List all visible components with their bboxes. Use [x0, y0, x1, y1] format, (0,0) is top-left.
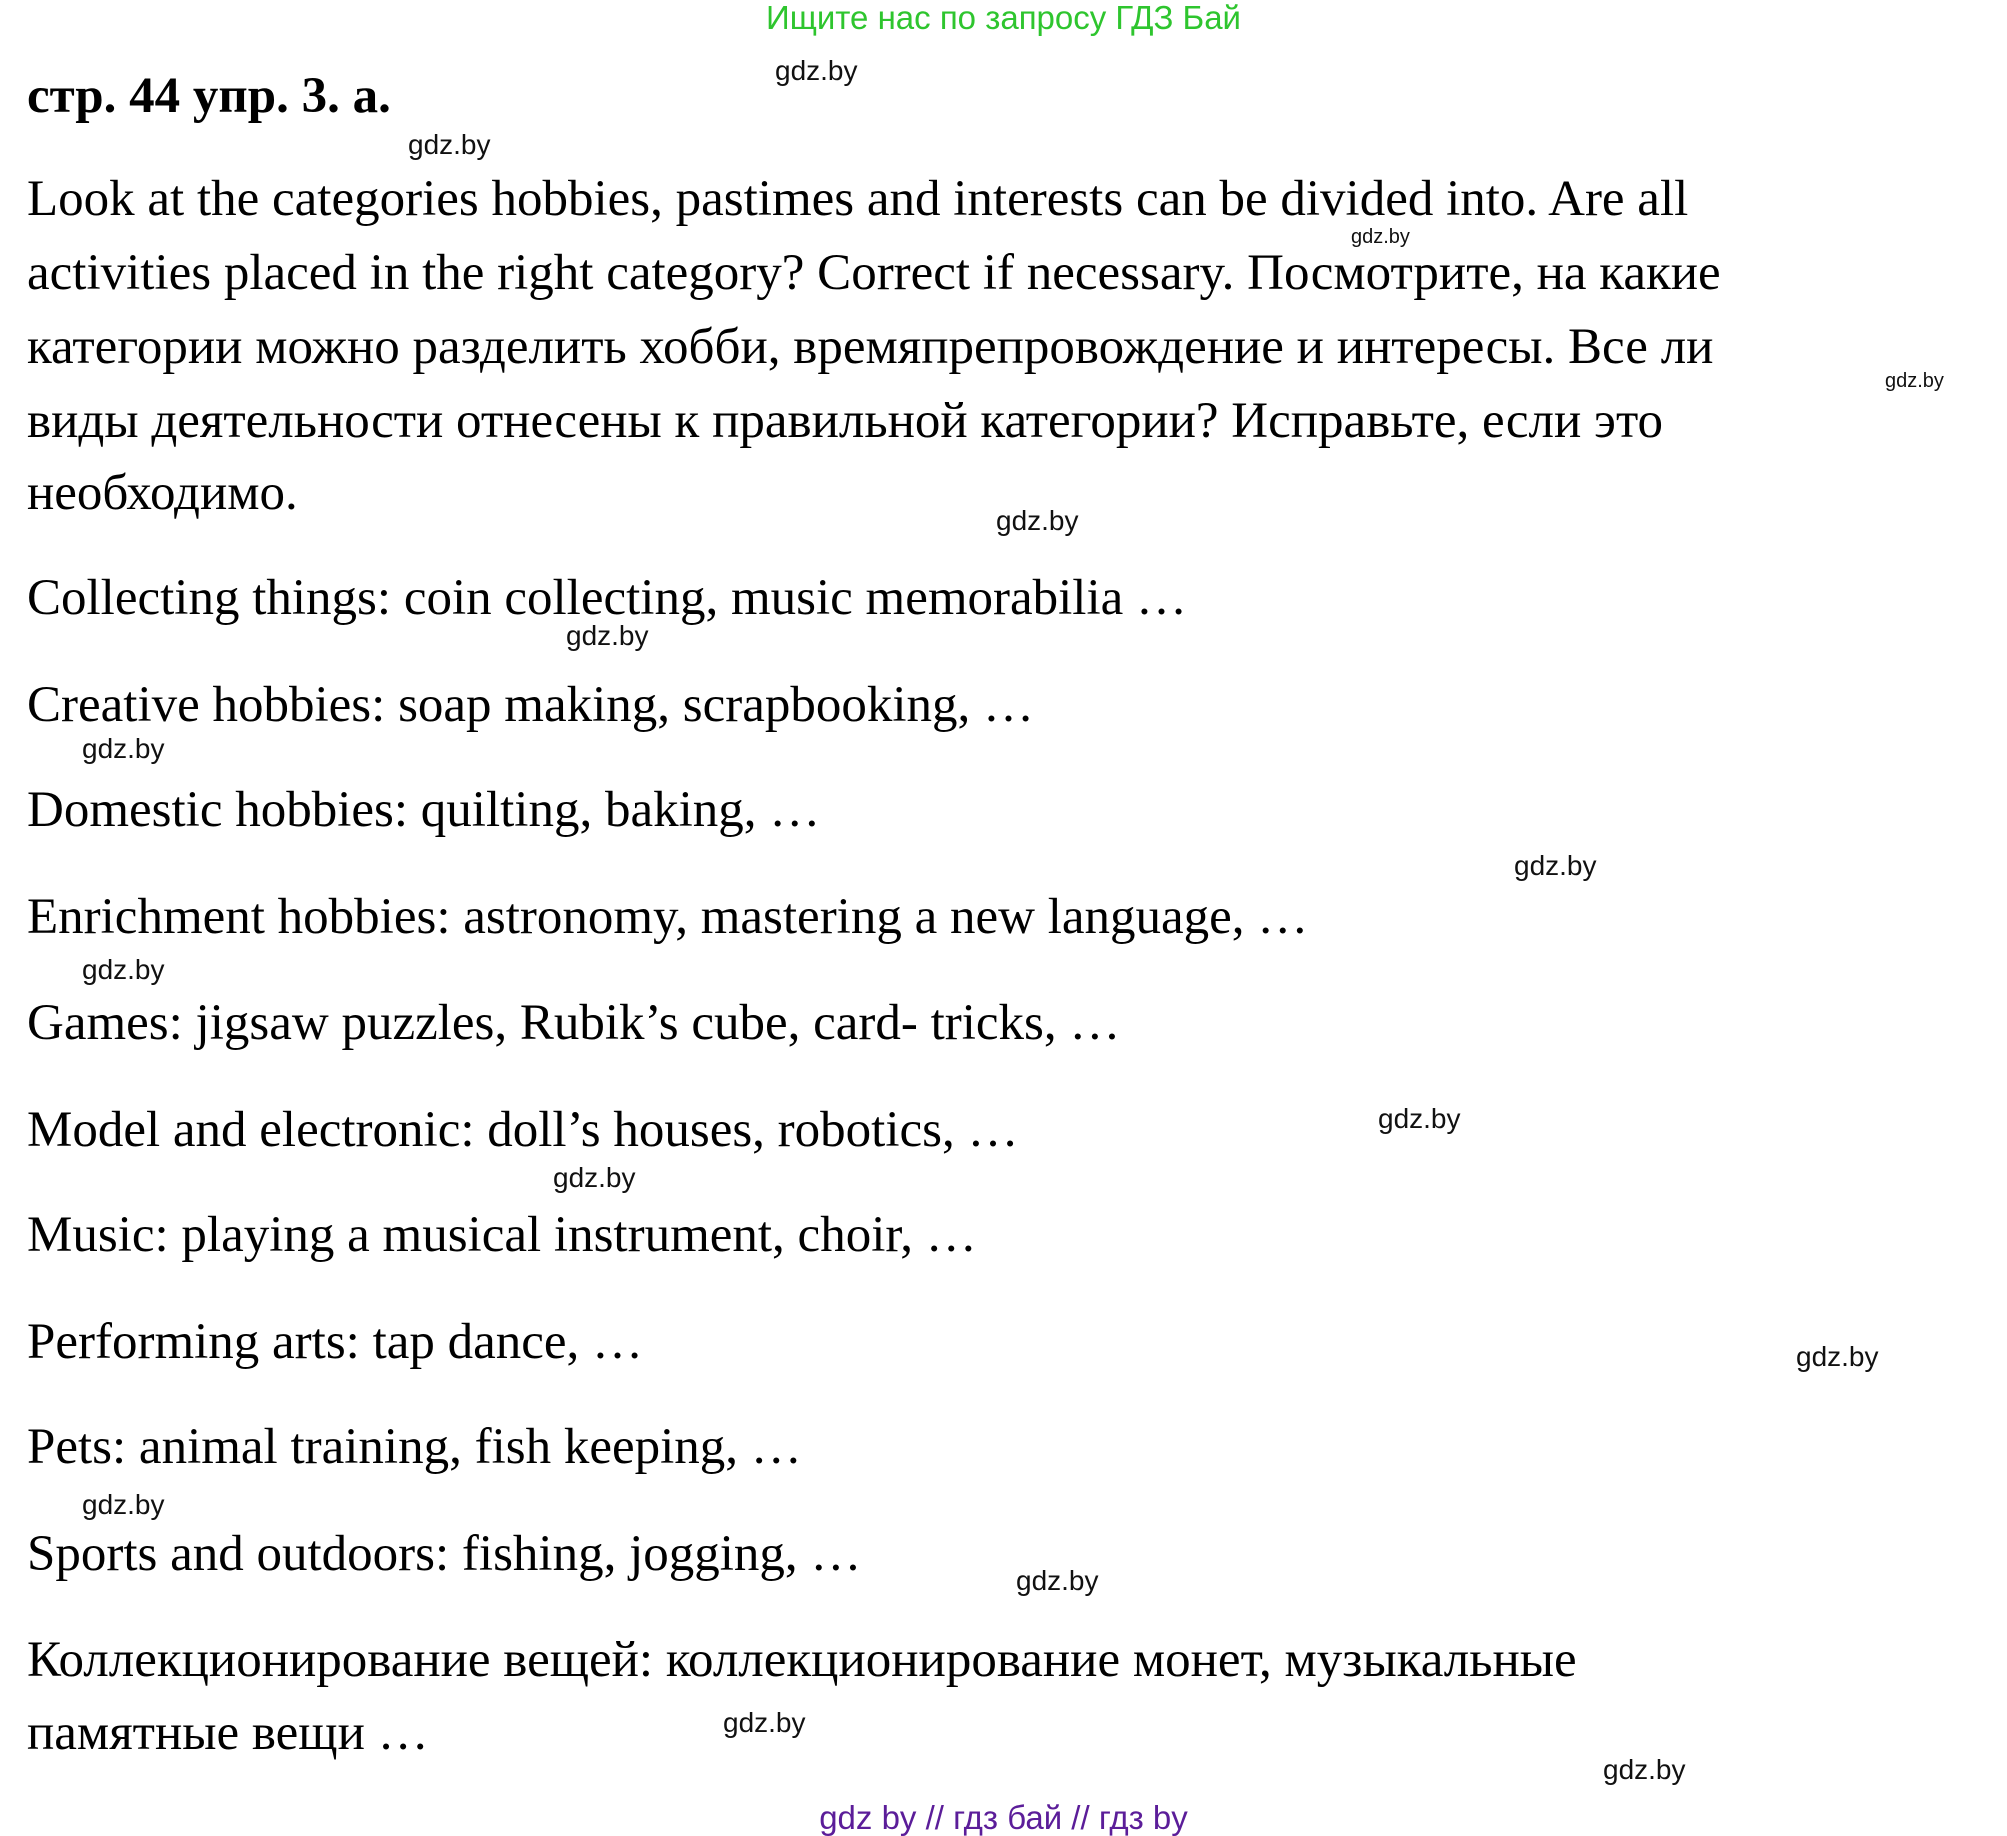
instruction-line: Look at the categories hobbies, pastimes and interests can be divided into. Are all — [27, 171, 1689, 227]
instruction-line: необходимо. — [27, 465, 298, 521]
watermark: gdz.by — [566, 620, 649, 651]
watermark: gdz.by — [553, 1162, 636, 1193]
category-item: Collecting things: coin collecting, music memorabilia … — [27, 570, 1188, 626]
watermark: gdz.by — [1796, 1341, 1879, 1372]
bottom-banner: gdz by // гдз бай // гдз by — [819, 1799, 1188, 1836]
watermark: gdz.by — [408, 129, 491, 160]
category-item: Sports and outdoors: fishing, jogging, … — [27, 1526, 862, 1582]
watermark: gdz.by — [82, 733, 165, 764]
watermark: gdz.by — [1351, 226, 1410, 248]
instruction-line: activities placed in the right category? Correct if necessary. Посмотрите, на какие — [27, 245, 1721, 301]
instruction-line: категории можно разделить хобби, времяпрепровождение и интересы. Все ли — [27, 319, 1714, 375]
category-item: Pets: animal training, fish keeping, … — [27, 1419, 802, 1475]
instruction-line: виды деятельности отнесены к правильной категории? Исправьте, если это — [27, 393, 1664, 449]
watermark: gdz.by — [1885, 370, 1944, 392]
category-item: памятные вещи … — [27, 1705, 429, 1761]
category-item: Music: playing a musical instrument, choir, … — [27, 1207, 977, 1263]
category-item: Creative hobbies: soap making, scrapbooking, … — [27, 677, 1035, 733]
watermark: gdz.by — [996, 505, 1079, 536]
category-item: Games: jigsaw puzzles, Rubik’s cube, card- tricks, … — [27, 995, 1121, 1051]
watermark: gdz.by — [1603, 1754, 1686, 1785]
top-banner: Ищите нас по запросу ГДЗ Бай — [766, 0, 1241, 36]
category-item: Performing arts: tap dance, … — [27, 1314, 644, 1370]
exercise-heading: стр. 44 упр. 3. а. — [27, 68, 391, 124]
watermark: gdz.by — [1378, 1103, 1461, 1134]
category-item: Enrichment hobbies: astronomy, mastering a new language, … — [27, 889, 1309, 945]
category-item: Коллекционирование вещей: коллекционирование монет, музыкальные — [27, 1632, 1577, 1688]
watermark: gdz.by — [1016, 1565, 1099, 1596]
category-item: Domestic hobbies: quilting, baking, … — [27, 782, 821, 838]
watermark: gdz.by — [775, 55, 858, 86]
category-item: Model and electronic: doll’s houses, robotics, … — [27, 1102, 1019, 1158]
watermark: gdz.by — [82, 1489, 165, 1520]
watermark: gdz.by — [1514, 850, 1597, 881]
watermark: gdz.by — [723, 1707, 806, 1738]
watermark: gdz.by — [82, 954, 165, 985]
